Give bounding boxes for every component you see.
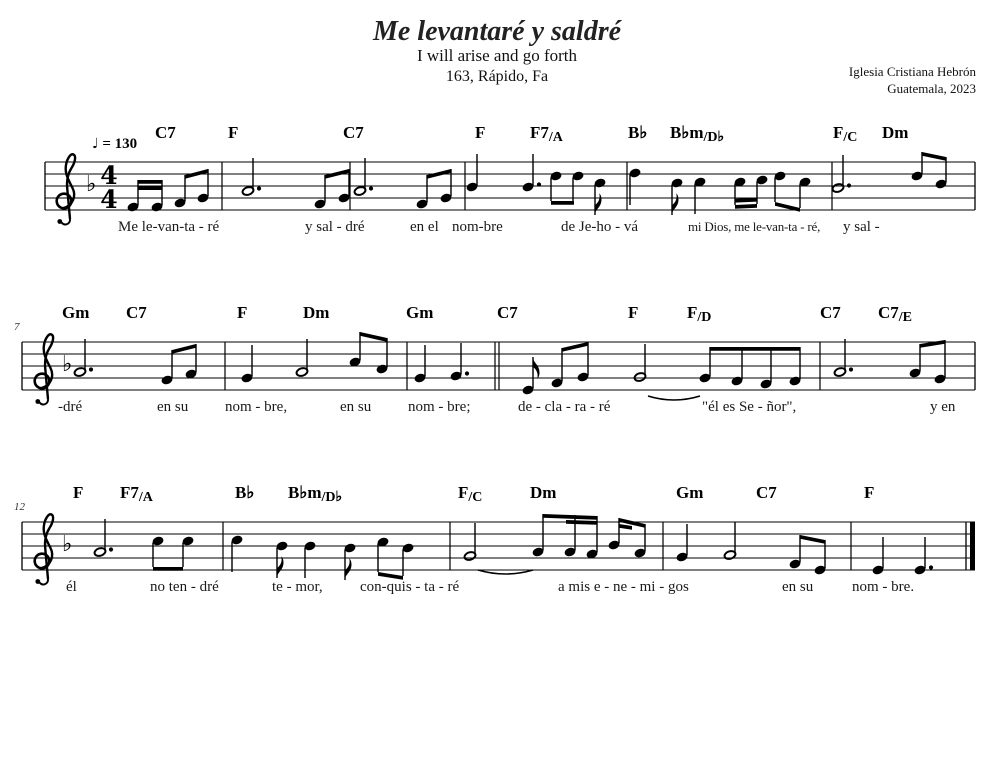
clef-tail-dot (35, 579, 40, 584)
lyric-syllable: mi Dios, me le-van-ta - ré, (688, 219, 821, 234)
chord-symbol: F (237, 303, 248, 322)
beam (735, 204, 757, 209)
song-subtitle: I will arise and go forth (416, 46, 578, 65)
augmentation-dot (257, 186, 261, 190)
note-head-open (354, 186, 367, 196)
note-head-open (242, 186, 255, 196)
note-head-open (634, 372, 647, 382)
attribution-line2: Guatemala, 2023 (887, 80, 976, 96)
augmentation-dot (849, 367, 853, 371)
beam (543, 514, 597, 520)
augmentation-dot (847, 183, 851, 187)
time-signature-bottom: 4 (100, 185, 118, 214)
note-head-open (724, 550, 737, 560)
measure-number: 12 (14, 501, 25, 513)
clef-tail (40, 579, 49, 584)
treble-clef-icon (57, 154, 75, 224)
chord-symbol: F (628, 303, 639, 322)
chord-symbol: C7 (343, 123, 364, 142)
chord-symbol: C7 (497, 303, 518, 322)
augmentation-dot (89, 367, 93, 371)
lyric-syllable: Me le-van-ta - ré (118, 219, 220, 235)
clef-tail-dot (35, 399, 40, 404)
clef-tail (62, 219, 71, 224)
chord-symbol: C7/E (878, 303, 913, 325)
lyric-syllable: nom - bre. (852, 579, 915, 595)
chord-symbol: B♭m/D♭ (288, 483, 343, 505)
lyric-syllable: nom-bre (452, 219, 503, 235)
note-head-open (296, 367, 309, 377)
treble-clef-icon (35, 334, 53, 404)
staff-system (14, 483, 975, 595)
chord-symbol: F (228, 123, 239, 142)
beam (800, 535, 825, 544)
chord-symbol: F (475, 123, 486, 142)
song-meta: 163, Rápido, Fa (445, 68, 549, 85)
chord-symbol: F7/A (530, 123, 563, 145)
note-head-open (74, 367, 87, 377)
eighth-flag (533, 357, 540, 379)
lyric-syllable: te - mor, (272, 579, 323, 595)
key-signature-flat: ♭ (62, 532, 73, 557)
augmentation-dot (109, 547, 113, 551)
chord-symbol: Gm (406, 303, 434, 322)
tie (648, 396, 700, 400)
beam (562, 342, 588, 352)
lyric-syllable: con-quis - ta - ré (360, 579, 460, 595)
eighth-flag (277, 556, 284, 578)
lyric-syllable: -dré (58, 399, 83, 415)
beam (566, 520, 597, 525)
lyric-syllable: y en (930, 399, 956, 415)
lyric-syllable: en su (157, 399, 189, 415)
key-signature-flat: ♭ (62, 352, 73, 377)
note-head-open (834, 367, 847, 377)
beam (920, 340, 945, 348)
beam (153, 567, 183, 571)
measure-number: 7 (14, 321, 20, 333)
chord-symbol: F (73, 483, 84, 502)
chord-symbol: F/C (458, 483, 483, 505)
chord-symbol: C7 (820, 303, 841, 322)
eighth-flag (595, 193, 602, 215)
chord-symbol: Gm (676, 483, 704, 502)
chord-symbol: F/D (687, 303, 712, 325)
lyric-syllable: en su (340, 399, 372, 415)
lyric-syllable: no ten - dré (150, 579, 219, 595)
lyric-syllable: en el (410, 219, 439, 235)
note-head-open (464, 551, 477, 561)
lyric-syllable: y sal - dré (305, 219, 365, 235)
lyric-syllable: y sal - (843, 219, 880, 235)
staff-system (14, 303, 975, 415)
chord-symbol: Dm (530, 483, 557, 502)
chord-symbol: B♭ (235, 483, 255, 502)
beam (138, 186, 162, 190)
attribution-line1: Iglesia Cristiana Hebrón (848, 64, 976, 79)
chord-symbol: B♭ (628, 123, 648, 142)
chord-symbol: C7 (126, 303, 147, 322)
lyric-syllable: nom - bre; (408, 399, 471, 415)
final-barline-thick (970, 522, 975, 570)
quarter-note-icon: ♩ (92, 136, 99, 152)
beam (619, 524, 632, 530)
augmentation-dot (929, 565, 933, 569)
chord-symbol: Gm (62, 303, 90, 322)
lyric-syllable: de - cla - ra - ré (518, 399, 611, 415)
augmentation-dot (465, 371, 469, 375)
clef-tail (40, 399, 49, 404)
staff-system (45, 123, 975, 235)
chord-symbol: Dm (303, 303, 330, 322)
song-title: Me levantaré y saldré (372, 16, 622, 47)
chord-symbol: C7 (155, 123, 176, 142)
note-head-open (94, 547, 107, 557)
chord-symbol: F (864, 483, 875, 502)
augmentation-dot (369, 186, 373, 190)
clef-tail-dot (57, 219, 62, 224)
chord-symbol: F7/A (120, 483, 153, 505)
treble-clef-icon (35, 514, 53, 584)
chord-symbol: C7 (756, 483, 777, 502)
beam (922, 152, 946, 161)
beam (735, 198, 757, 203)
augmentation-dot (537, 182, 541, 186)
lyric-syllable: nom - bre, (225, 399, 288, 415)
tie (478, 570, 533, 574)
beam (360, 332, 387, 342)
lyric-syllable: de Je-ho - vá (561, 219, 639, 235)
chord-symbol: B♭m/D♭ (670, 123, 725, 145)
lyric-syllable: en su (782, 579, 814, 595)
chord-symbol: Dm (882, 123, 909, 142)
lyric-syllable: "él es Se - ñor", (702, 399, 797, 415)
time-signature-top: 4 (100, 161, 118, 190)
beam (172, 344, 196, 354)
eighth-flag (672, 193, 679, 215)
eighth-flag (345, 558, 352, 580)
lyric-syllable: él (66, 579, 77, 595)
note-head-open (832, 183, 845, 193)
beam (710, 347, 800, 351)
beam (138, 180, 162, 184)
chord-symbol: F/C (833, 123, 858, 145)
key-signature-flat: ♭ (86, 172, 97, 197)
lyric-syllable: a mis e - ne - mi - gos (558, 579, 689, 595)
beam (551, 201, 574, 205)
tempo-value: = 130 (102, 136, 138, 152)
